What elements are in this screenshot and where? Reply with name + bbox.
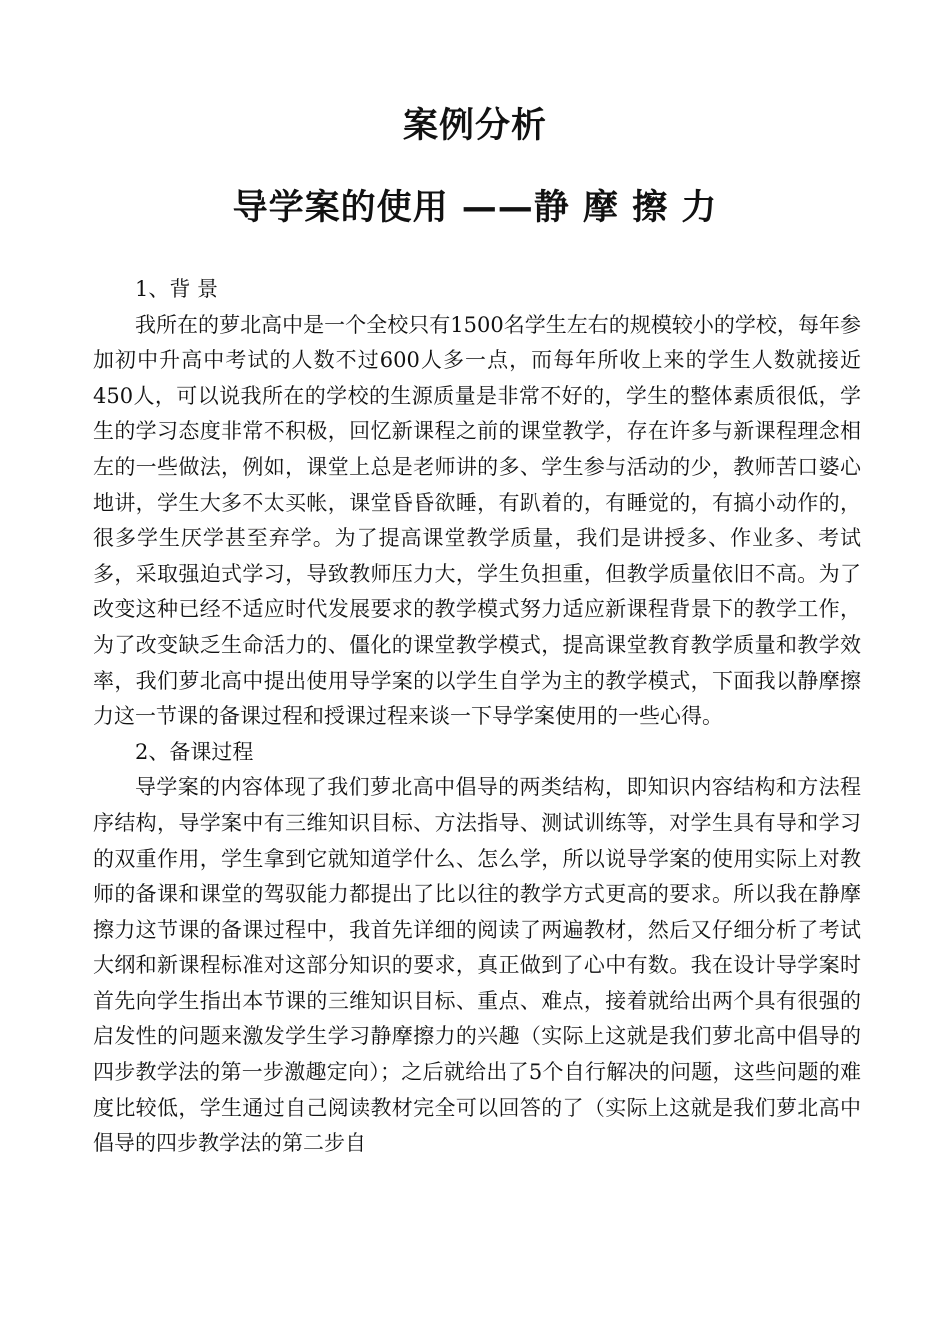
paragraph-lesson-prep: 导学案的内容体现了我们萝北高中倡导的两类结构，即知识内容结构和方法程序结构，导学案中有三维知识目标、方法指导、测试训练等，对学生具有导和学习的双重作用，学生拿到它就知道学什么、怎么学，所以说导学案的使用实际上对教师的备课和课堂的驾驭能力都提出了比以往的教学方式更高的要求。所以我在静摩擦力这节课的备课过程中，我首先详细的阅读了两遍教材，然后又仔细分析了考试大纲和新课程标准对这部分知识的要求，真正做到了心中有数。我在设计导学案时首先向学生指出本节课的三维知识目标、重点、难点，接着就给出两个具有很强的启发性的问题来激发学生学习静摩擦力的兴趣（实际上这就是我们萝北高中倡导的四步教学法的第一步激趣定向）；之后就给出了5个自行解决的问题，这些问题的难度比较低，学生通过自己阅读教材完全可以回答的了（实际上这就是我们萝北高中倡导的四步教学法的第二步自 [93, 775, 861, 1156]
section-heading-background: 1、背 景 [135, 277, 219, 301]
document-title: 案例分析 [402, 106, 547, 146]
section-heading-lesson-prep: 2、备课过程 [135, 739, 254, 764]
document-body [93, 272, 861, 1162]
paragraph-background: 我所在的萝北高中是一个全校只有1500名学生左右的规模较小的学校，每年参加初中升高中考试的人数不过600人多一点，而每年所收上来的学生人数就接近450人，可以说我所在的学校的生源质量是非常不好的，学生的整体素质很低，学生的学习态度非常不积极，回忆新课程之前的课堂教学，存在许多与新课程理念相左的一些做法，例如，课堂上总是老师讲的多、学生参与活动的少，教师苦口婆心地讲，学生大多不太买帐，课堂昏昏欲睡，有趴着的，有睡觉的，有搞小动作的，很多学生厌学甚至弃学。为了提高课堂教学质量，我们是讲授多、作业多、考试多，采取强迫式学习，导致教师压力大，学生负担重，但教学质量依旧不高。为了改变这种已经不适应时代发展要求的教学模式努力适应新课程背景下的教学工作，为了改变缺乏生命活力的、僵化的课堂教学模式，提高课堂教育教学质量和教学效率，我们萝北高中提出使用导学案的以学生自学为主的教学模式，下面我以静摩擦力这一节课的备课过程和授课过程来谈一下导学案使用的一些心得。 [93, 312, 861, 729]
document-subtitle: 导学案的使用 ——静 摩 擦 力 [232, 188, 718, 228]
